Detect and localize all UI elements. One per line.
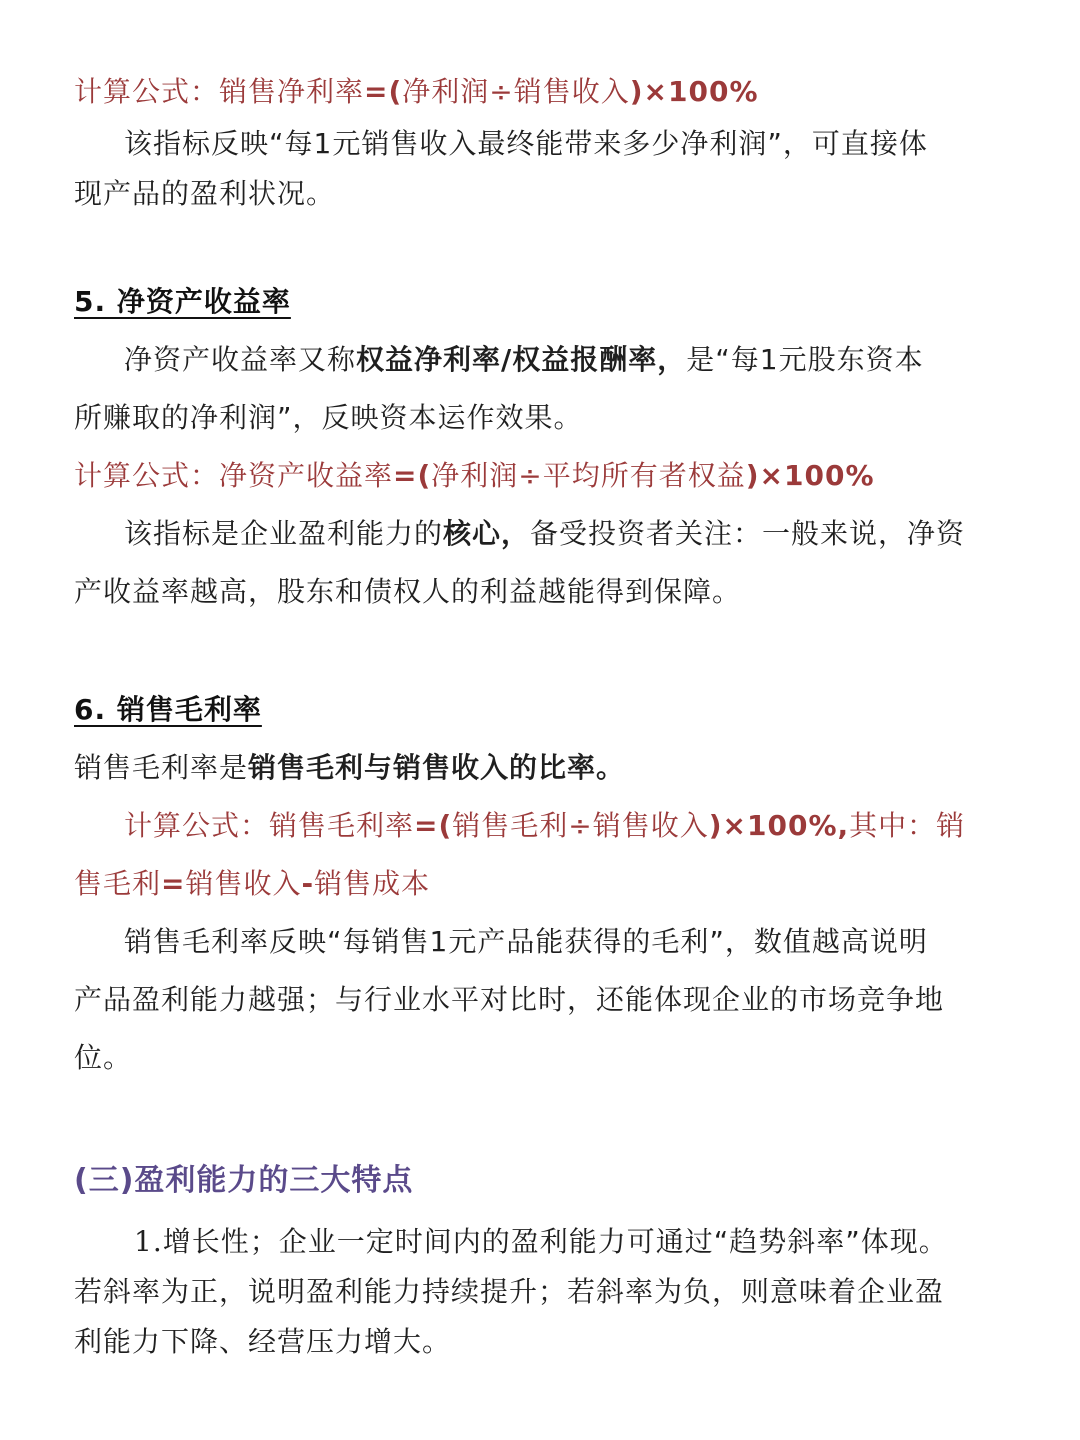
net-margin-formula	[74, 72, 759, 112]
gross-margin-formula-line1	[124, 806, 965, 846]
section5-note-line1	[124, 514, 965, 554]
net-margin-desc-line2: 现产品的盈利状况。	[74, 177, 336, 210]
formula-prefix: 计算公式：销售净利率	[74, 75, 365, 108]
formula-open: =(	[393, 459, 432, 492]
bold-term: 权益净利率/权益报酬率，	[356, 343, 687, 376]
section3-item1-line2: 若斜率为正，说明盈利能力持续提升；若斜率为负，则意味着企业盈	[74, 1275, 945, 1308]
formula-rest: 其中：销	[849, 809, 966, 842]
text: 净资产收益率又称	[124, 343, 357, 376]
section6-desc-line3: 位。	[74, 1041, 133, 1074]
section3-item1-line1	[134, 1222, 948, 1262]
formula-tail: )×100%	[629, 75, 759, 108]
roe-formula	[74, 456, 875, 496]
text: 备受投资者关注：一般来说，净资	[530, 517, 966, 550]
formula-prefix: 计算公式：销售毛利率	[124, 809, 415, 842]
section6-heading: 6. 销售毛利率	[74, 693, 262, 726]
item-number: 1.	[134, 1225, 163, 1258]
bold-term: 销售毛利与销售收入的比率。	[248, 751, 626, 784]
section6-desc-line1: 销售毛利率反映“每销售1元产品能获得的毛利”，数值越高说明	[124, 925, 928, 958]
formula-expression: 净利润÷平均所有者权益	[431, 459, 746, 492]
minus-sign: -	[301, 867, 315, 900]
text: 销售成本	[314, 867, 431, 900]
section5-desc-line1	[124, 340, 924, 380]
formula-open: =(	[414, 809, 453, 842]
text: 该指标是企业盈利能力的	[124, 517, 444, 550]
section5-desc-line2: 所赚取的净利润”，反映资本运作效果。	[74, 401, 583, 434]
section3-title: (三)盈利能力的三大特点	[74, 1163, 414, 1198]
bold-term: 核心，	[443, 517, 531, 550]
formula-tail: )×100%,	[708, 809, 850, 842]
section6-definition	[74, 748, 625, 788]
text: 增长性；企业一定时间内的盈利能力可通过“趋势斜率”体现。	[162, 1225, 948, 1258]
equals-sign: =	[161, 867, 186, 900]
section5-heading: 5. 净资产收益率	[74, 285, 291, 318]
formula-expression: 销售毛利÷销售收入	[452, 809, 709, 842]
section5-note-line2: 产收益率越高，股东和债权人的利益越能得到保障。	[74, 575, 742, 608]
text: 销售毛利率是	[74, 751, 249, 784]
gross-margin-formula-line2	[74, 864, 430, 904]
text: 销售收入	[185, 867, 302, 900]
section3-item1-line3: 利能力下降、经营压力增大。	[74, 1325, 452, 1358]
section6-desc-line2: 产品盈利能力越强；与行业水平对比时，还能体现企业的市场竞争地	[74, 983, 945, 1016]
text: 售毛利	[74, 867, 162, 900]
formula-expression: 净利润÷销售收入	[402, 75, 630, 108]
formula-open: =(	[364, 75, 403, 108]
formula-prefix: 计算公式：净资产收益率	[74, 459, 394, 492]
net-margin-desc-line1: 该指标反映“每1元销售收入最终能带来多少净利润”，可直接体	[124, 127, 928, 160]
text: 是“每1元股东资本	[686, 343, 924, 376]
formula-tail: )×100%	[745, 459, 875, 492]
